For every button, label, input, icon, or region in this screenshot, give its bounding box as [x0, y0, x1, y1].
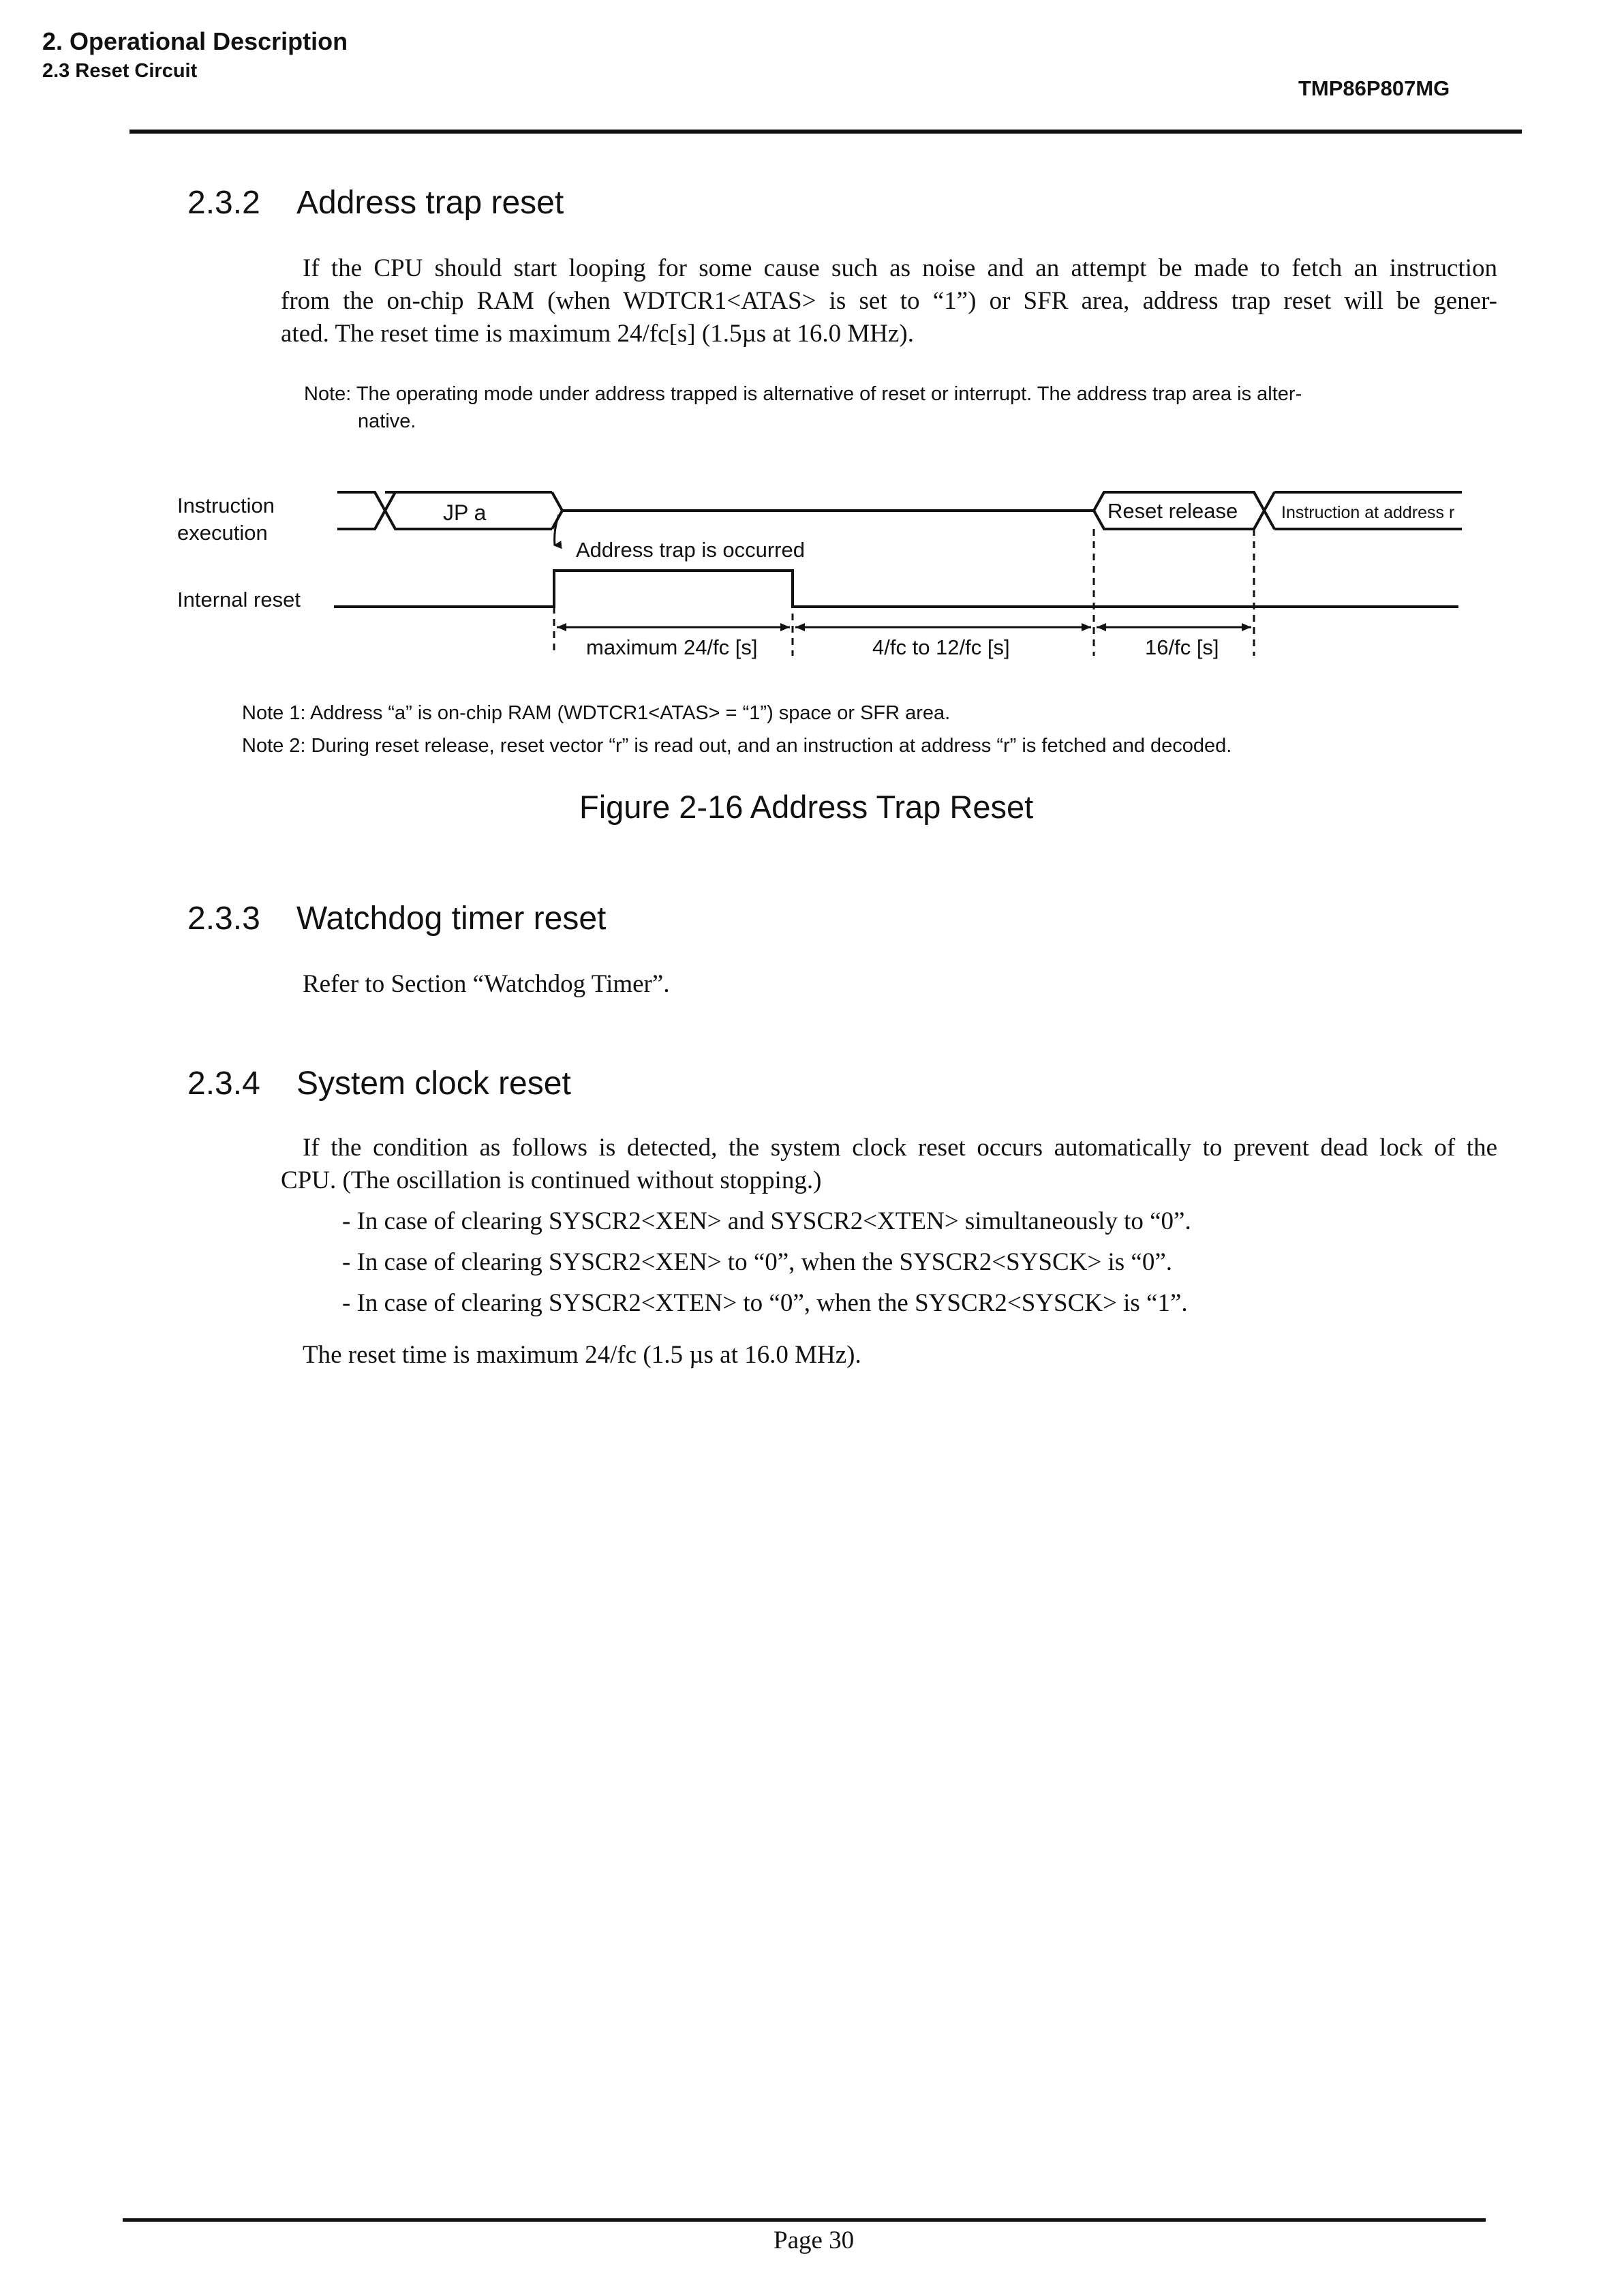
section-title-text: System clock reset	[296, 1066, 571, 1102]
section-title-234	[187, 1065, 571, 1102]
section-title-text: Watchdog timer reset	[296, 901, 607, 937]
address-trap-paragraph	[281, 252, 1497, 350]
list-item: - In case of clearing SYSCR2<XEN> and SYSCR2<XTEN> simultaneously to “0”.	[342, 1207, 1191, 1235]
internal-reset-waveform	[334, 571, 1458, 607]
footer-rule	[123, 2218, 1486, 2222]
paragraph-line: from the on-chip RAM (when WDTCR1<ATAS> is set to “1”) or SFR area, address trap reset will be gener-	[281, 287, 1497, 315]
label-instruction-at-r: Instruction at address r	[1281, 503, 1455, 522]
paragraph-line: If the CPU should start looping for some cause such as noise and an attempt be made to fetch an instruction	[303, 254, 1497, 282]
paragraph-line: If the condition as follows is detected, the system clock reset occurs automatically to prevent dead lock of the	[303, 1134, 1497, 1162]
label-interval-2: 4/fc to 12/fc [s]	[872, 635, 1010, 659]
paragraph-line: ated. The reset time is maximum 24/fc[s] (1.5µs at 16.0 MHz).	[281, 320, 914, 348]
section-title-text: Address trap reset	[296, 185, 564, 221]
figure-note-2: Note 2: During reset release, reset vector “r” is read out, and an instruction at address “r” is fetched and decoded.	[242, 735, 1232, 757]
header-rule	[129, 130, 1522, 134]
figure-note-1: Note 1: Address “a” is on-chip RAM (WDTCR1<ATAS> = “1”) space or SFR area.	[242, 702, 951, 724]
note-line: Note: The operating mode under address trapped is alternative of reset or interrupt. The address trap area is alter-	[304, 383, 1302, 405]
section-title-233	[187, 900, 606, 937]
list-item: - In case of clearing SYSCR2<XEN> to “0”, when the SYSCR2<SYSCK> is “0”.	[342, 1248, 1173, 1276]
system-clock-paragraph	[281, 1132, 1497, 1197]
part-number: TMP86P807MG	[1298, 76, 1450, 100]
figure-caption: Figure 2-16 Address Trap Reset	[579, 789, 1034, 825]
label-trap-occurred: Address trap is occurred	[576, 538, 805, 562]
label-interval-3: 16/fc [s]	[1145, 635, 1219, 659]
chapter-heading: 2. Operational Description	[42, 27, 348, 55]
watchdog-text: Refer to Section “Watchdog Timer”.	[303, 970, 670, 998]
note-line: native.	[358, 410, 416, 432]
paragraph-line: CPU. (The oscillation is continued without stopping.)	[281, 1166, 822, 1194]
label-internal-reset: Internal reset	[177, 588, 301, 611]
list-item: - In case of clearing SYSCR2<XTEN> to “0”, when the SYSCR2<SYSCK> is “1”.	[342, 1289, 1188, 1317]
address-trap-note	[304, 380, 1463, 435]
label-jp-a: JP a	[443, 500, 487, 525]
label-interval-1: maximum 24/fc [s]	[586, 635, 758, 659]
section-number: 2.3.3	[187, 901, 260, 937]
section-heading: 2.3 Reset Circuit	[42, 60, 198, 82]
page-number: Page 30	[774, 2226, 855, 2254]
address-trap-timing-diagram	[164, 477, 1486, 668]
section-number: 2.3.4	[187, 1066, 260, 1102]
label-reset-release: Reset release	[1107, 499, 1238, 523]
trap-arrow	[555, 515, 559, 545]
section-title-232	[187, 184, 564, 222]
reset-time-text: The reset time is maximum 24/fc (1.5 µs at 16.0 MHz).	[303, 1341, 861, 1369]
label-execution: execution	[177, 521, 268, 545]
label-instruction: Instruction	[177, 494, 275, 517]
section-number: 2.3.2	[187, 185, 260, 221]
